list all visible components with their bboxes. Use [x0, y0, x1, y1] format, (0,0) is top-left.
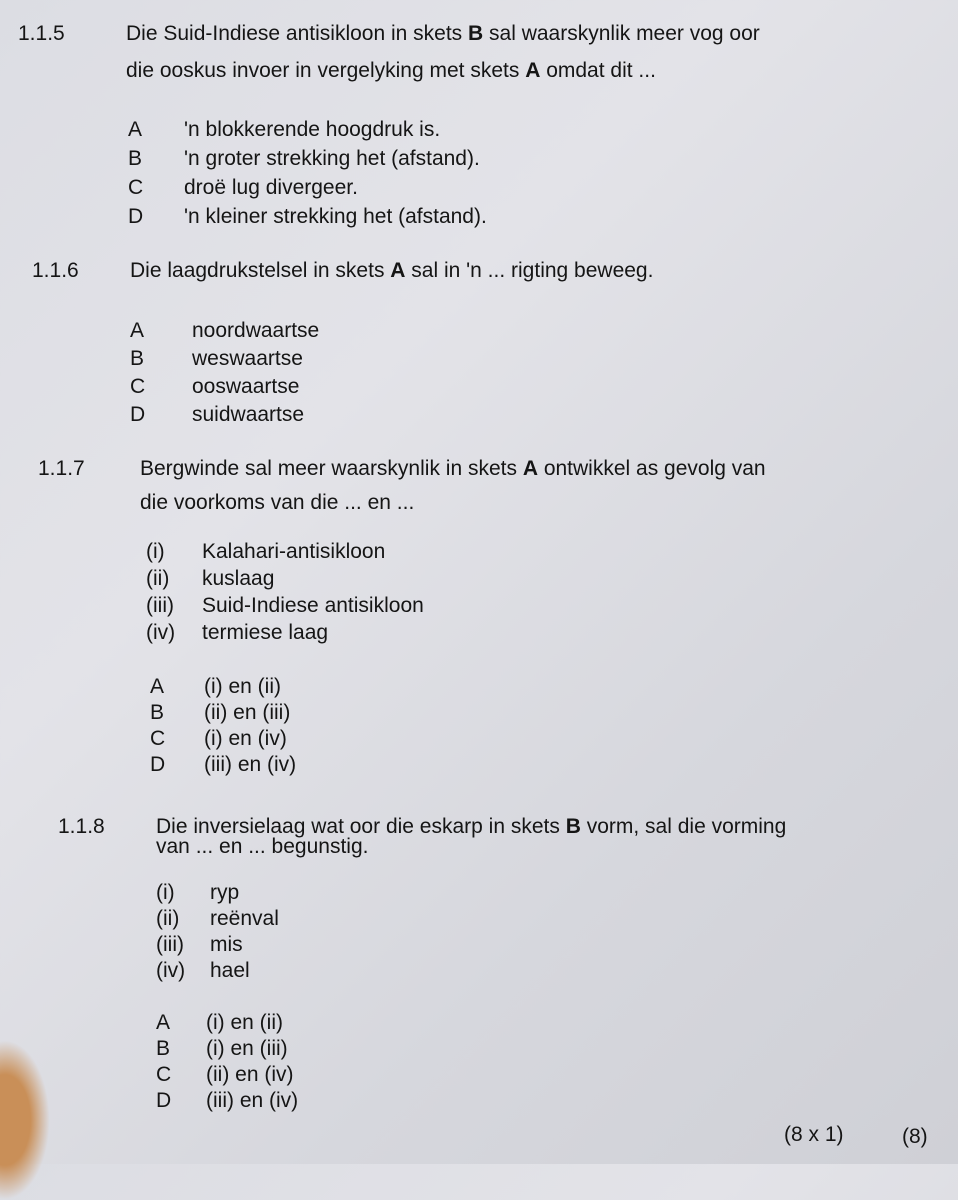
option-text: (i) en (ii): [206, 1011, 283, 1034]
statement-number: (iv): [156, 959, 186, 982]
statement-number: (iii): [146, 594, 174, 617]
option-letter: C: [156, 1063, 172, 1086]
statement-text: ryp: [210, 881, 240, 904]
option-text: (i) en (ii): [204, 675, 281, 698]
option-text: (ii) en (iv): [206, 1063, 294, 1086]
option-letter: D: [128, 205, 144, 228]
statement-number: (i): [156, 881, 175, 904]
option-letter: B: [150, 701, 165, 724]
option-text: suidwaartse: [192, 403, 305, 426]
question-text: Die laagdrukstelsel in skets A sal in 'n ... rigting beweeg.: [130, 259, 654, 282]
statement-text: reënval: [210, 907, 279, 930]
option-letter: B: [128, 147, 143, 170]
option-text: (iii) en (iv): [204, 753, 297, 776]
question-text: die ooskus invoer in vergelyking met skets A omdat dit ...: [126, 59, 656, 82]
option-text: (ii) en (iii): [204, 701, 291, 724]
option-letter: B: [130, 347, 145, 370]
statement-number: (ii): [146, 567, 170, 590]
statement-text: termiese laag: [202, 621, 329, 644]
statement-number: (iii): [156, 933, 184, 956]
question-number: 1.1.5: [18, 22, 65, 45]
option-text: 'n blokkerende hoogdruk is.: [184, 118, 441, 141]
question-text: die voorkoms van die ... en ...: [140, 491, 415, 514]
option-text: droë lug divergeer.: [184, 176, 358, 199]
option-letter: C: [150, 727, 166, 750]
question-text: van ... en ... begunstig.: [156, 835, 369, 858]
statement-number: (ii): [156, 907, 180, 930]
question-number: 1.1.7: [38, 457, 85, 480]
marks-total: (8): [902, 1125, 928, 1148]
option-text: noordwaartse: [192, 319, 320, 342]
statement-number: (i): [146, 540, 165, 563]
option-letter: C: [130, 375, 146, 398]
statement-number: (iv): [146, 621, 176, 644]
option-text: (iii) en (iv): [206, 1089, 299, 1112]
statement-text: Kalahari-antisikloon: [202, 540, 386, 563]
statement-text: hael: [210, 959, 250, 982]
option-text: weswaartse: [192, 347, 303, 370]
option-letter: A: [130, 319, 145, 342]
question-text: Die inversielaag wat oor die eskarp in skets B vorm, sal die vorming: [156, 815, 787, 838]
option-letter: D: [156, 1089, 172, 1112]
finger-shadow: [0, 1040, 50, 1200]
option-text: 'n groter strekking het (afstand).: [184, 147, 480, 170]
option-letter: A: [150, 675, 165, 698]
marks-formula: (8 x 1): [784, 1123, 844, 1146]
question-number: 1.1.6: [32, 259, 79, 282]
option-letter: A: [156, 1011, 171, 1034]
option-letter: D: [150, 753, 166, 776]
question-text: Bergwinde sal meer waarskynlik in skets A ontwikkel as gevolg van: [140, 457, 766, 480]
option-text: (i) en (iv): [204, 727, 287, 750]
option-text: ooswaartse: [192, 375, 300, 398]
option-letter: D: [130, 403, 146, 426]
question-number: 1.1.8: [58, 815, 105, 838]
statement-text: kuslaag: [202, 567, 275, 590]
statement-text: mis: [210, 933, 243, 956]
option-text: 'n kleiner strekking het (afstand).: [184, 205, 487, 228]
option-letter: B: [156, 1037, 171, 1060]
option-letter: C: [128, 176, 144, 199]
option-letter: A: [128, 118, 143, 141]
statement-text: Suid-Indiese antisikloon: [202, 594, 424, 617]
option-text: (i) en (iii): [206, 1037, 288, 1060]
question-text: Die Suid-Indiese antisikloon in skets B sal waarskynlik meer vog oor: [126, 22, 760, 45]
